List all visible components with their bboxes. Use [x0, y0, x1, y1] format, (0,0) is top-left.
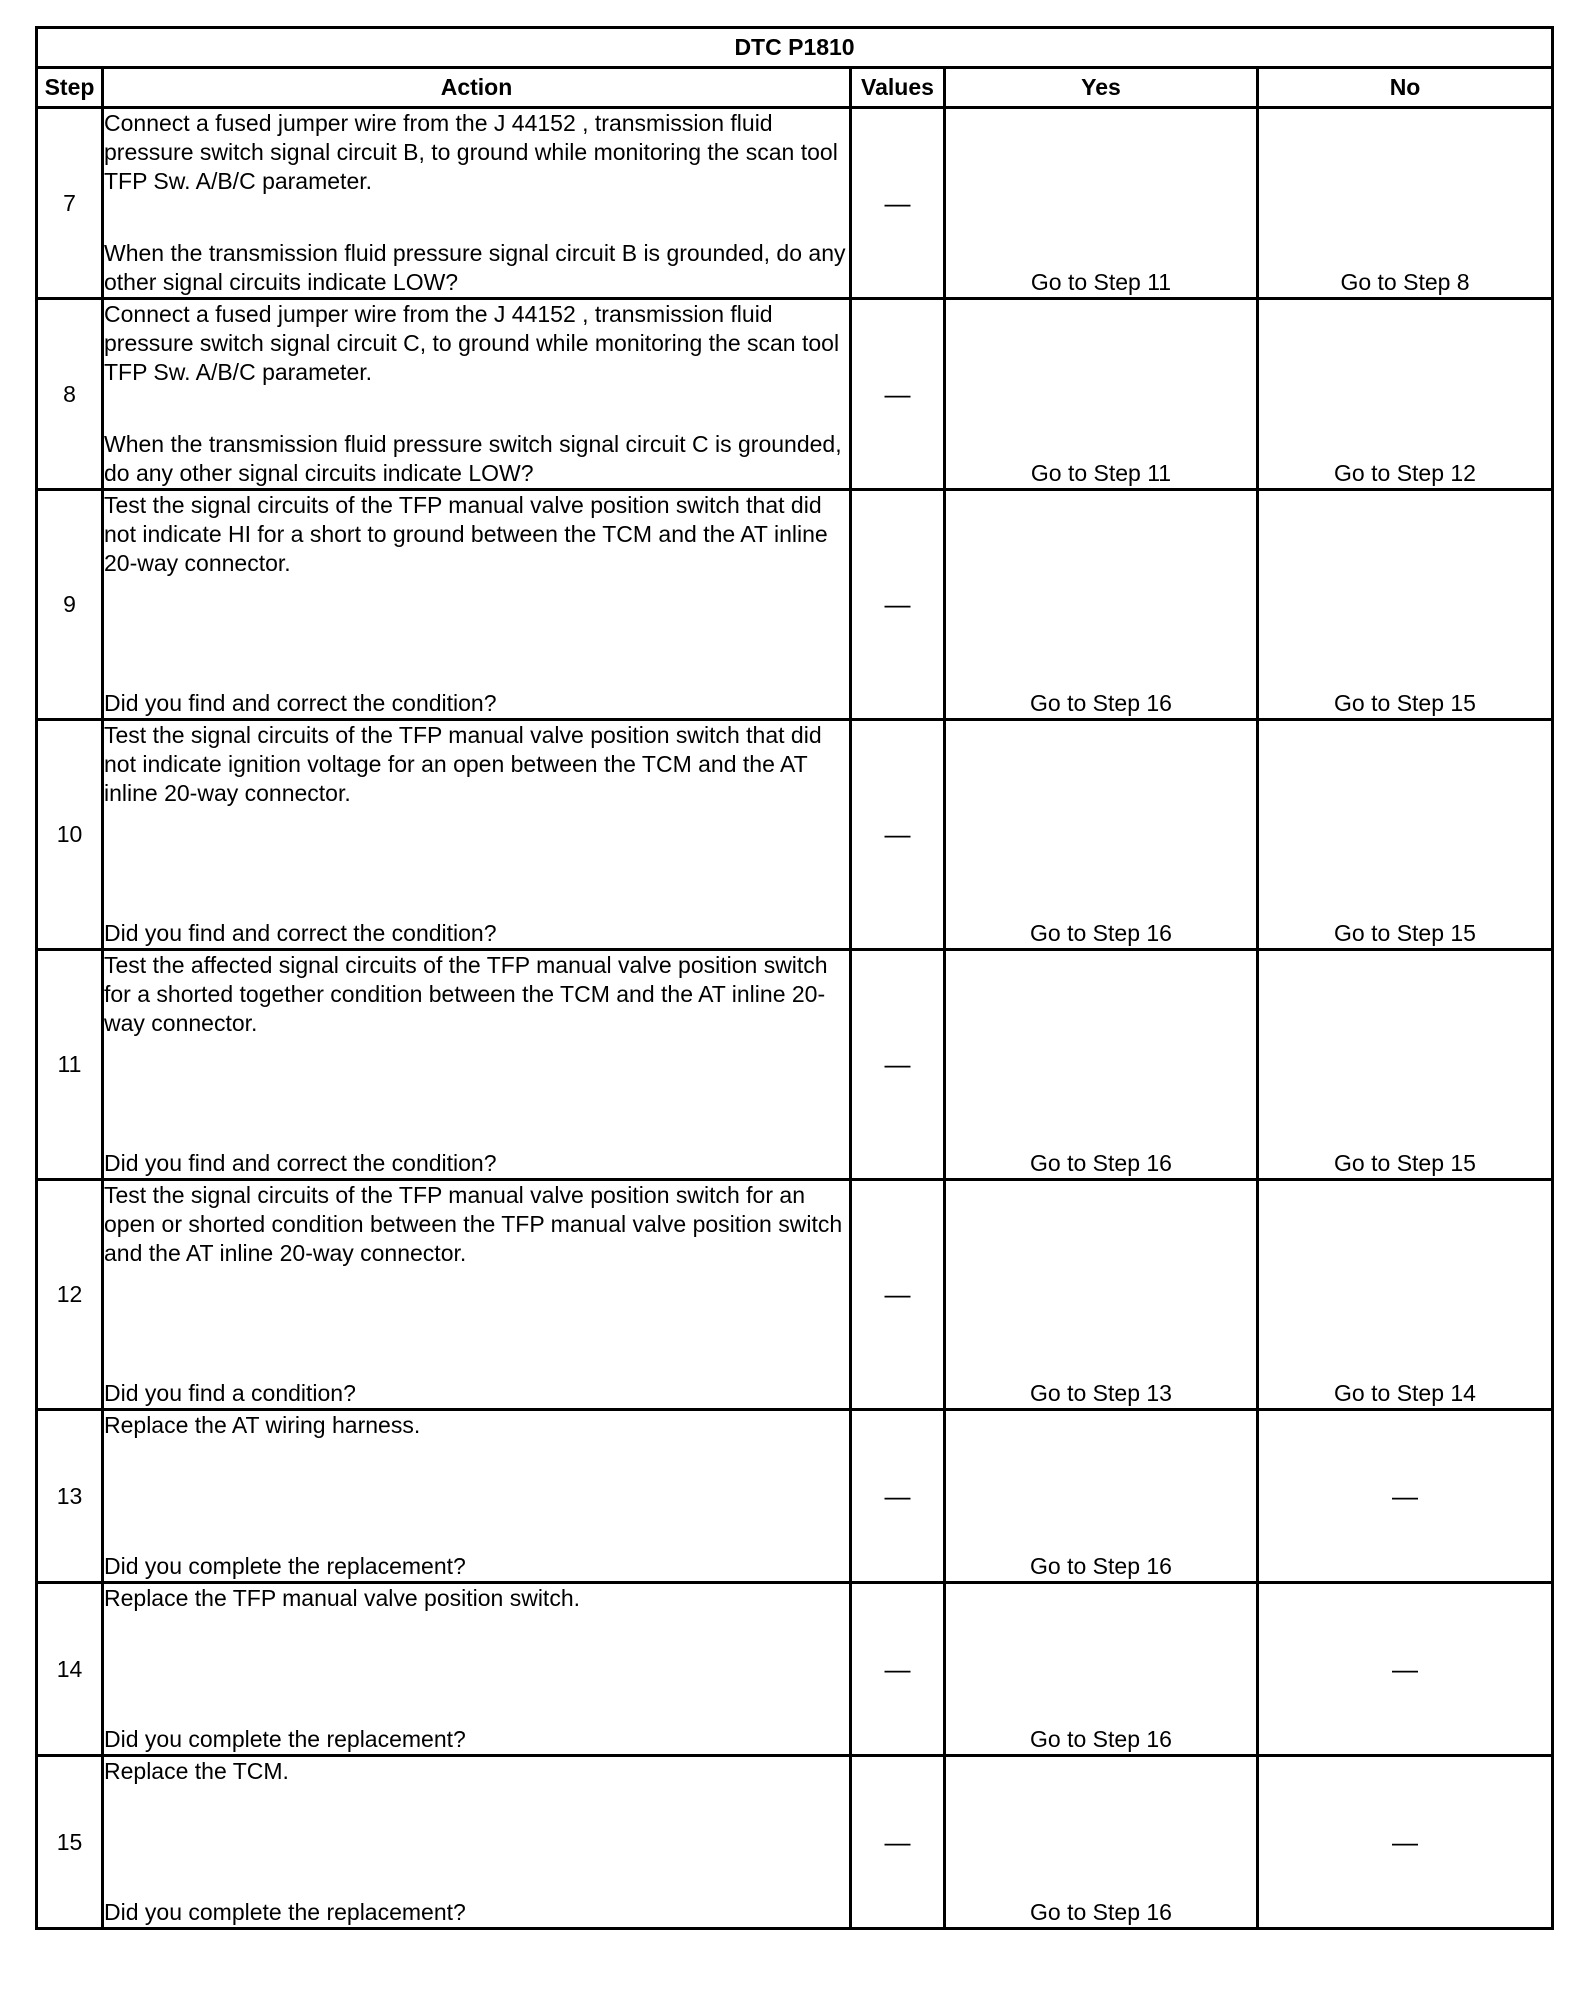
action-text: Test the affected signal circuits of the TFP manual valve position switch for a shorted together condition between the TCM and the AT inline 20-way connector.: [104, 952, 828, 1036]
header-values: Values: [851, 68, 945, 108]
action-question: Did you complete the replacement?: [104, 1899, 466, 1925]
table-row: [37, 950, 1553, 1180]
no-cell: —: [1258, 1756, 1553, 1929]
step-number: 9: [37, 490, 103, 720]
yes-cell: Go to Step 16: [945, 1583, 1258, 1756]
no-cell: Go to Step 15: [1258, 720, 1553, 950]
action-text: Replace the TCM.: [104, 1758, 289, 1784]
table-row: [37, 1583, 1553, 1756]
table-row: [37, 720, 1553, 950]
action-cell: [103, 1583, 851, 1756]
table-header-row: [37, 68, 1553, 108]
yes-cell: Go to Step 11: [945, 299, 1258, 490]
step-number: 12: [37, 1180, 103, 1410]
values-cell: —: [851, 720, 945, 950]
values-cell: —: [851, 1180, 945, 1410]
action-text: Replace the TFP manual valve position switch.: [104, 1585, 581, 1611]
action-text: Test the signal circuits of the TFP manual valve position switch that did not indicate HI for a short to ground between the TCM and the AT inline 20-way connector.: [104, 492, 828, 576]
no-cell: Go to Step 15: [1258, 950, 1553, 1180]
action-cell: [103, 720, 851, 950]
values-cell: —: [851, 1756, 945, 1929]
action-question: Did you find and correct the condition?: [104, 690, 497, 716]
values-cell: —: [851, 490, 945, 720]
yes-cell: Go to Step 16: [945, 1410, 1258, 1583]
step-number: 7: [37, 108, 103, 299]
table-row: [37, 1410, 1553, 1583]
yes-cell: Go to Step 16: [945, 720, 1258, 950]
action-cell: [103, 1180, 851, 1410]
no-cell: Go to Step 15: [1258, 490, 1553, 720]
table-row: [37, 1756, 1553, 1929]
header-no: No: [1258, 68, 1553, 108]
table-title: DTC P1810: [37, 28, 1553, 68]
table-row: [37, 299, 1553, 490]
table-row: [37, 1180, 1553, 1410]
table-row: [37, 490, 1553, 720]
action-question: Did you complete the replacement?: [104, 1726, 466, 1752]
action-question: Did you find a condition?: [104, 1380, 356, 1406]
values-cell: —: [851, 950, 945, 1180]
yes-cell: Go to Step 16: [945, 1756, 1258, 1929]
header-yes: Yes: [945, 68, 1258, 108]
table-row: [37, 108, 1553, 299]
values-cell: —: [851, 108, 945, 299]
action-question: When the transmission fluid pressure signal circuit B is grounded, do any other signal circuits indicate LOW?: [104, 240, 846, 295]
action-text: Test the signal circuits of the TFP manual valve position switch that did not indicate ignition voltage for an open between the TCM and the AT inline 20-way connector.: [104, 722, 822, 806]
no-cell: Go to Step 14: [1258, 1180, 1553, 1410]
values-cell: —: [851, 1583, 945, 1756]
no-cell: Go to Step 12: [1258, 299, 1553, 490]
step-number: 15: [37, 1756, 103, 1929]
action-text: Connect a fused jumper wire from the J 44152 , transmission fluid pressure switch signal circuit B, to ground while monitoring the scan tool TFP Sw. A/B/C parameter.: [104, 110, 838, 194]
action-question: Did you find and correct the condition?: [104, 920, 497, 946]
header-step: Step: [37, 68, 103, 108]
table-title-row: [37, 28, 1553, 68]
no-cell: —: [1258, 1410, 1553, 1583]
action-question: When the transmission fluid pressure switch signal circuit C is grounded, do any other signal circuits indicate LOW?: [104, 431, 842, 486]
yes-cell: Go to Step 13: [945, 1180, 1258, 1410]
values-cell: —: [851, 299, 945, 490]
action-cell: [103, 1410, 851, 1583]
action-question: Did you find and correct the condition?: [104, 1150, 497, 1176]
action-cell: [103, 950, 851, 1180]
table-body: [37, 108, 1553, 1929]
action-cell: [103, 1756, 851, 1929]
action-cell: [103, 299, 851, 490]
step-number: 13: [37, 1410, 103, 1583]
action-text: Test the signal circuits of the TFP manual valve position switch for an open or shorted condition between the TFP manual valve position switch and the AT inline 20-way connector.: [104, 1182, 843, 1266]
step-number: 14: [37, 1583, 103, 1756]
yes-cell: Go to Step 16: [945, 490, 1258, 720]
action-question: Did you complete the replacement?: [104, 1553, 466, 1579]
action-cell: [103, 108, 851, 299]
step-number: 11: [37, 950, 103, 1180]
action-text: Replace the AT wiring harness.: [104, 1412, 421, 1438]
step-number: 8: [37, 299, 103, 490]
no-cell: Go to Step 8: [1258, 108, 1553, 299]
action-cell: [103, 490, 851, 720]
yes-cell: Go to Step 11: [945, 108, 1258, 299]
header-action: Action: [103, 68, 851, 108]
yes-cell: Go to Step 16: [945, 950, 1258, 1180]
step-number: 10: [37, 720, 103, 950]
action-text: Connect a fused jumper wire from the J 44152 , transmission fluid pressure switch signal circuit C, to ground while monitoring the scan tool TFP Sw. A/B/C parameter.: [104, 301, 840, 385]
no-cell: —: [1258, 1583, 1553, 1756]
dtc-table: [35, 26, 1554, 1930]
values-cell: —: [851, 1410, 945, 1583]
